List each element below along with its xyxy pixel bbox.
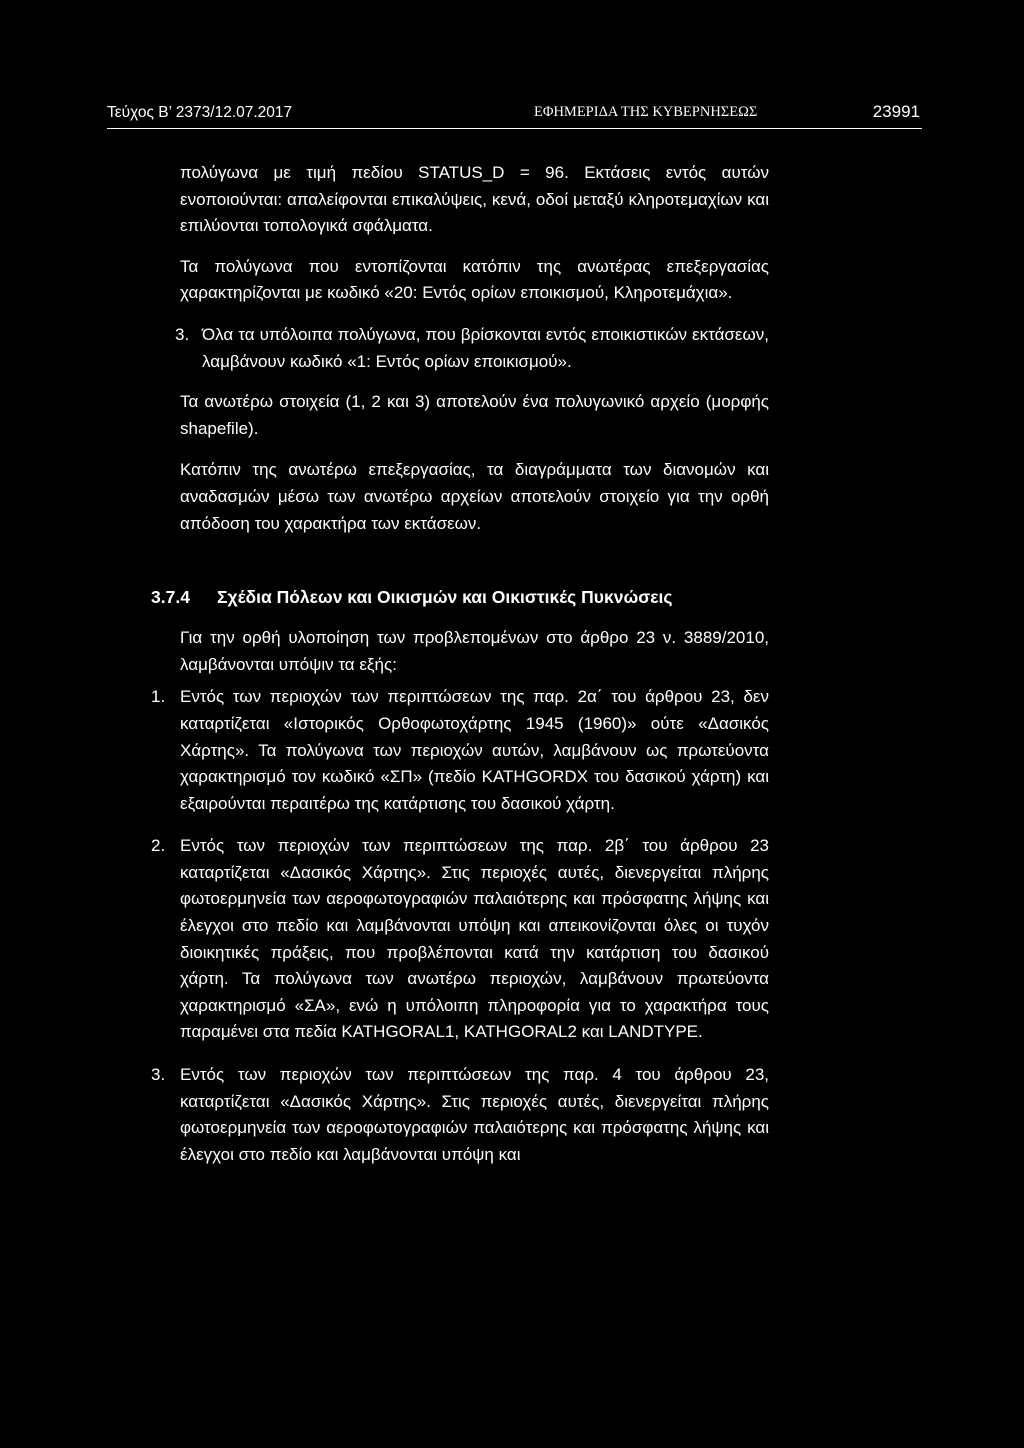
paragraph-code-20: Τα πολύγωνα που εντοπίζονται κατόπιν της ανωτέρας επεξεργασίας χαρακτηρίζονται με κωδικό «20: Εντός ορίων εποικισμού, Κληροτεμάχια». (180, 256, 769, 303)
list-item-number: 3. (151, 1065, 166, 1085)
list-item-1 (151, 684, 769, 817)
list-item-text: Όλα τα υπόλοιπα πολύγωνα, που βρίσκονται εντός εποικιστικών εκτάσεων, λαμβάνουν κωδικό «1: Εντός ορίων εποικισμού». (202, 324, 769, 371)
list-item-number: 3. (175, 324, 190, 344)
section-number: 3.7.4 (151, 587, 190, 608)
page-number: 23991 (872, 102, 920, 121)
list-item-3 (175, 322, 769, 375)
section-intro: Για την ορθή υλοποίηση των προβλεπομένων στο άρθρο 23 ν. 3889/2010, λαμβάνονται υπόψιν τα εξής: (180, 628, 769, 674)
list-item-text: Εντός των περιοχών των περιπτώσεων της παρ. 4 του άρθρου 23, καταρτίζεται «Δασικός Χάρτης». Στις περιοχές αυτές, διενεργείται πλήρης φωτοερμηνεία των αεροφωτογραφιών παλαιότερης και πρόσφατης λήψης και έλεγχοι στο πεδίο και λαμβάνονται υπόψη και (180, 1065, 769, 1164)
list-item-number: 1. (151, 687, 166, 707)
list-item-text: Εντός των περιοχών των περιπτώσεων της παρ. 2α΄ του άρθρου 23, δεν καταρτίζεται «Ιστορικός Ορθοφωτοχάρτης 1945 (1960)» ούτε «Δασικός Χάρτης». Τα πολύγωνα των περιοχών αυτών, λαμβάνουν ως πρωτεύοντα χαρακτηρισμό τον κωδικό «ΣΠ» (πεδίο KATHGORDX του δασικού χάρτη) και εξαιρούνται περαιτέρω της κατάρτισης του δασικού χάρτη. (180, 687, 769, 813)
list-item-2 (151, 833, 769, 1046)
paragraph-status-d: πολύγωνα με τιμή πεδίου STATUS_D = 96. Εκτάσεις εντός αυτών ενοποιούνται: απαλείφονται επικαλύψεις, κενά, οδοί μεταξύ κληροτεμαχίων και επιλύονται τοπολογικά σφάλματα. (180, 163, 769, 236)
section-heading (151, 584, 769, 611)
section-title: Σχέδια Πόλεων και Οικισμών και Οικιστικές Πυκνώσεις (217, 587, 673, 608)
issue-reference: Τεύχος Β’ 2373/12.07.2017 (107, 104, 293, 121)
paragraph-diagrams: Κατόπιν της ανωτέρω επεξεργασίας, τα διαγράμματα των διανομών και αναδασμών μέσω των ανωτέρω αρχείων αποτελούν στοιχείο για την ορθή απόδοση του χαρακτήρα των εκτάσεων. (180, 460, 769, 533)
paragraph-shapefile: Τα ανωτέρω στοιχεία (1, 2 και 3) αποτελούν ένα πολυγωνικό αρχείο (μορφής shapefile). (180, 392, 769, 438)
page-body (151, 160, 769, 1168)
gazette-title: ΕΦΗΜΕΡΙΔΑ ΤΗΣ ΚΥΒΕΡΝΗΣΕΩΣ (534, 104, 758, 120)
list-item-3-partial (151, 1062, 769, 1168)
list-item-text: Εντός των περιοχών των περιπτώσεων της παρ. 2β΄ του άρθρου 23 καταρτίζεται «Δασικός Χάρτης». Στις περιοχές αυτές, διενεργείται πλήρης φωτοερμηνεία των αεροφωτογραφιών παλαιότερης και πρόσφατης λήψης και έλεγχοι στο πεδίο και λαμβάνονται υπόψη και απεικονίζονται όλες οι τυχόν διοικητικές πράξεις, που προβλέπονται κατά την κατάρτιση του δασικού χάρτη. Τα πολύγωνα των ανωτέρω περιοχών, λαμβάνουν πρωτεύοντα χαρακτηρισμό «ΣΑ», ενώ η υπόλοιπη πληροφορία για το χαρακτήρα τους παραμένει στα πεδία KATHGORAL1, KATHGORAL2 και LANDTYPE. (180, 836, 769, 1042)
page-header (107, 98, 922, 129)
list-item-number: 2. (151, 836, 166, 856)
